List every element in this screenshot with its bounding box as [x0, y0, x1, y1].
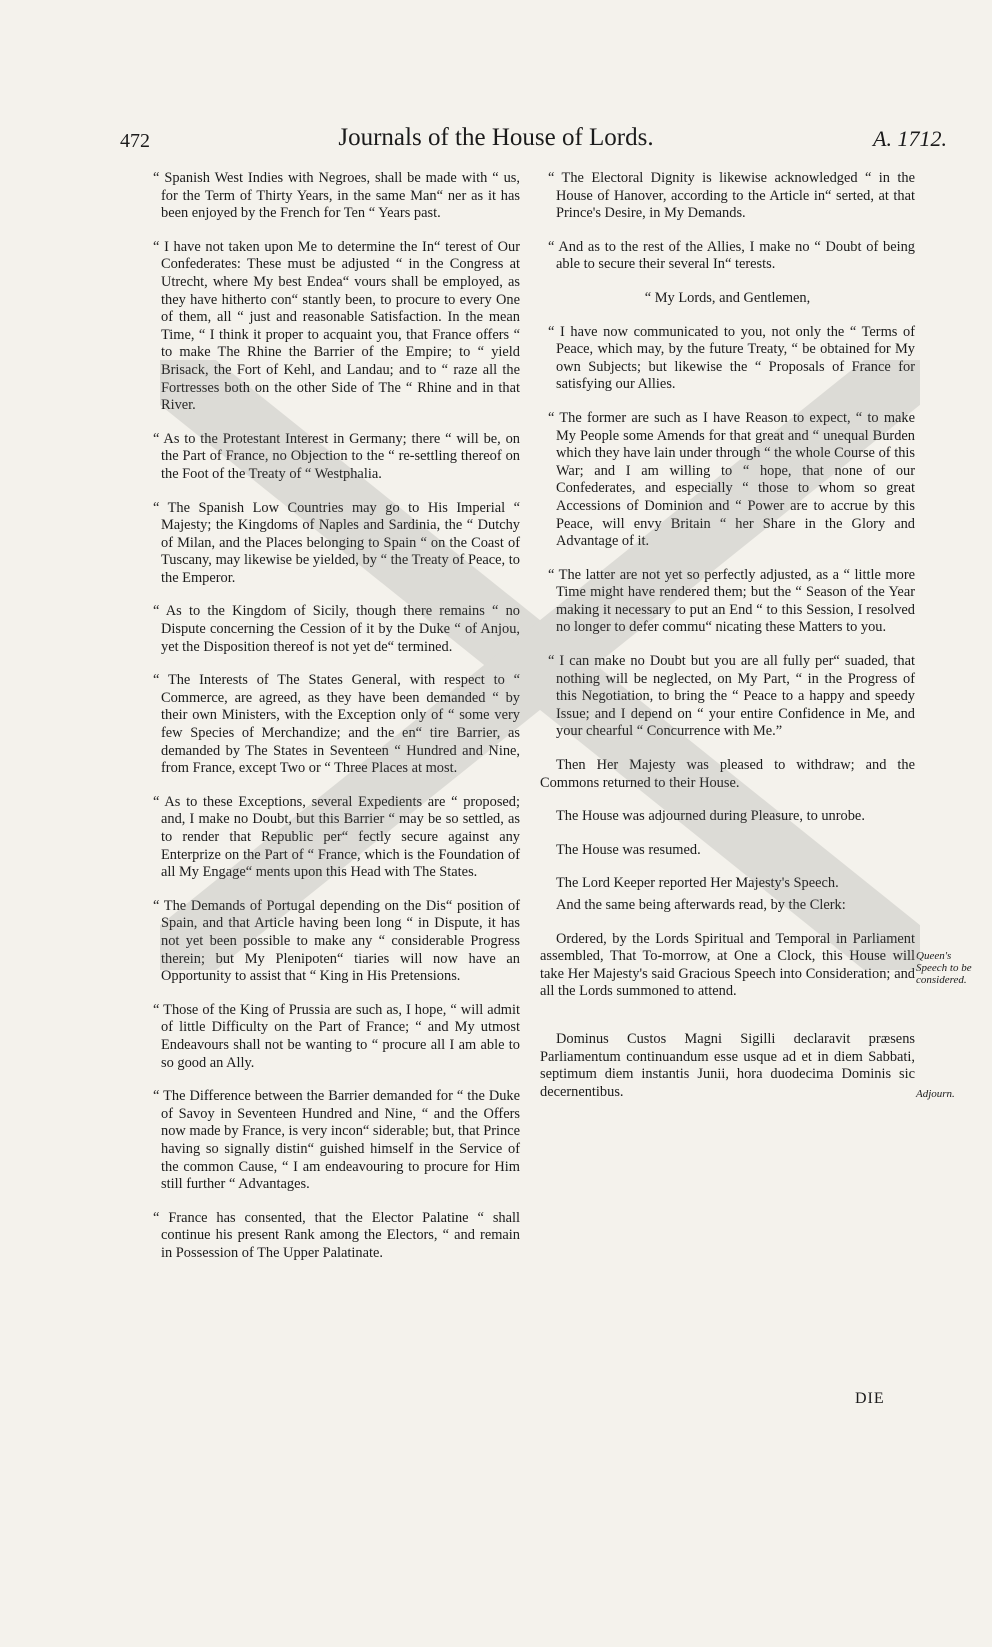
paragraph: “ As to the Protestant Interest in Germany; there “ will be, on the Part of France, no Objection to the “ re-settling thereof on the Foot of the Treaty of “ Westphalia.: [153, 430, 520, 482]
paragraph: “ The Spanish Low Countries may go to His Imperial “ Majesty; the Kingdoms of Naples and Sardinia, the “ Dutchy of Milan, and the Places belonging to Spain “ on the Coast of Tuscany, may likewise be yielded, by “ the Treaty of Peace, to the Emperor.: [153, 499, 520, 586]
right-column: [540, 170, 915, 1117]
adjourned-entry: The House was adjourned during Pleasure, to unrobe.: [556, 808, 865, 825]
paragraph: “ I have now communicated to you, not only the “ Terms of Peace, which may, by the future Treaty, “ be obtained for My own Subjects; but likewise the “ Proposals of France for satisfying our Allies.: [548, 323, 915, 393]
paragraph: “ The former are such as I have Reason to expect, “ to make My People some Amends for that great and “ unequal Burden which they have lain under through “ the whole Course of this War; and I am willing to “ hope, that none of our Confederates, and especially “ those to whom so great Accessions of Dominion and “ Power are to accrue by this Peace, will envy Britain “ her Share in the Glory and Advantage of it.: [548, 409, 915, 550]
margin-note-adjourn: Adjourn.: [916, 1088, 955, 1100]
page-header: [0, 120, 992, 160]
year-mark: A. 1712.: [873, 126, 947, 151]
paragraph: “ And as to the rest of the Allies, I make no “ Doubt of being able to secure their several In“ terests.: [548, 238, 915, 273]
order-entry: Ordered, by the Lords Spiritual and Temporal in Parliament assembled, That To-morrow, at One a Clock, this House will take Her Majesty's said Gracious Speech into Consideration; and all the Lords summoned to attend.: [540, 930, 915, 1000]
withdraw-entry: Then Her Majesty was pleased to withdraw; and the Commons returned to their House.: [540, 757, 915, 791]
left-column: [145, 170, 520, 1278]
paragraph: “ As to these Exceptions, several Expedients are “ proposed; and, I make no Doubt, but this Barrier “ may be so settled, as to render that Republic per“ fectly secure against any Enterprize on the Part of “ France, which is the Foundation of all My Engage“ ments upon this Head with The States.: [153, 793, 520, 881]
paragraph: “ The Demands of Portugal depending on the Dis“ position of Spain, and that Article having been long “ in Dispute, it has not yet been possible to make any “ considerable Progress therein; but My Plenipoten“ tiaries will now have an Opportunity to assist that “ King in His Pretensions.: [153, 897, 520, 985]
latin-adjournment: Dominus Custos Magni Sigilli declaravit præsens Parliamentum continuandum esse usque ad et in diem Sabbati, septimum diem instantis Junii, hora duodecima Dominis sic decernentibus.: [540, 1030, 915, 1100]
paragraph: “ The latter are not yet so perfectly adjusted, as a “ little more Time might have rendered them; but the “ Season of the Year making it necessary to put an End “ to this Session, I resolved no longer to defer commu“ nicating these Matters to you.: [548, 566, 915, 636]
paragraph: “ Those of the King of Prussia are such as, I hope, “ will admit of little Difficulty on the Part of France; “ and My utmost Endeavours shall not be wanting to “ procure all I am able to so good an Ally.: [153, 1001, 520, 1071]
paragraph: “ Spanish West Indies with Negroes, shall be made with “ us, for the Term of Thirty Years, in the same Man“ ner as it has been enjoyed by the French for Ten “ Years past.: [153, 170, 520, 222]
salutation: “ My Lords, and Gentlemen,: [644, 289, 811, 306]
paragraph: “ The Electoral Dignity is likewise acknowledged “ in the House of Hanover, according to the Article in“ serted, at that Prince's Desire, in My Demands.: [548, 170, 915, 222]
catchword: DIE: [855, 1390, 885, 1407]
paragraph: “ I have not taken upon Me to determine the In“ terest of Our Confederates: These must be adjusted “ in the Congress at Utrecht, where My best Endea“ vours shall be employed, as they have hitherto con“ stantly been, to procure to every One of them, all “ just and reasonable Satisfaction. In the mean Time, “ I think it proper to acquaint you, that France offers “ to make The Rhine the Barrier of the Empire; to “ yield Brisack, the Fort of Kehl, and Landau; and to “ raze all the Fortresses both on the other Side of The “ Rhine and in that River.: [153, 238, 520, 414]
paragraph: “ I can make no Doubt but you are all fully per“ suaded, that nothing will be neglected, on My Part, “ in the Progress of this Negotiation, to bring the “ Peace to a happy and speedy Issue; and I depend on “ your entire Confidence in Me, and your chearful “ Concurrence with Me.”: [548, 653, 915, 740]
running-title: Journals of the House of Lords.: [338, 124, 654, 151]
margin-note-queens-speech: Queen's Speech to be considered.: [916, 950, 972, 986]
page-number: 472: [120, 130, 150, 152]
paragraph: “ France has consented, that the Elector Palatine “ shall continue his present Rank among the Electors, “ and remain in Possession of The Upper Palatinate.: [153, 1209, 520, 1261]
paragraph: “ The Difference between the Barrier demanded for “ the Duke of Savoy in Seventeen Hundred and Nine, “ and the Offers now made by France, is very incon“ siderable; but, that Prince having so signally distin“ guished himself in the Service of the common Cause, “ I am endeavouring to procure for Him still further “ Advantages.: [153, 1088, 520, 1193]
reported-entry: The Lord Keeper reported Her Majesty's Speech.: [556, 875, 839, 892]
read-entry: And the same being afterwards read, by the Clerk:: [556, 897, 846, 913]
paragraph: “ The Interests of The States General, with respect to “ Commerce, are agreed, as they have been demanded “ by their own Ministers, with the Exception only of “ some very few Species of Merchandize; and the en“ tire Barrier, as demanded by The States in Seventeen “ Hundred and Nine, from France, except Two or “ Three Places at most.: [153, 672, 520, 777]
paragraph: “ As to the Kingdom of Sicily, though there remains “ no Dispute concerning the Cession of it by the Duke “ of Anjou, yet the Disposition thereof is not yet de“ termined.: [153, 603, 520, 655]
resumed-entry: The House was resumed.: [556, 841, 701, 858]
